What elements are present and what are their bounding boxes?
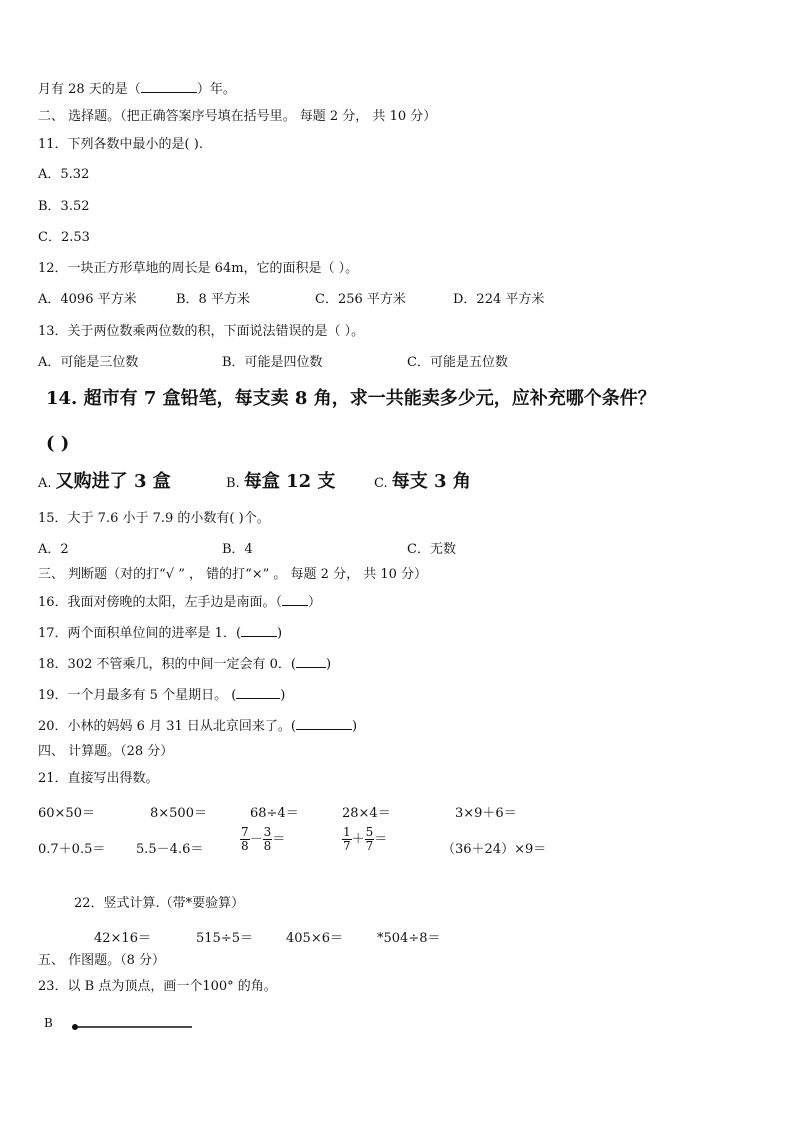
q13-stem: 13．关于两位数乘两位数的积，下面说法错误的是（ ）。	[38, 324, 365, 339]
q15-option-c[interactable]: C．无数	[407, 542, 456, 557]
answer-blank[interactable]	[296, 717, 352, 730]
answer-blank[interactable]	[282, 593, 308, 606]
answer-blank[interactable]	[236, 686, 280, 699]
q15-option-a[interactable]: A．2	[38, 542, 69, 557]
answer-blank[interactable]	[141, 80, 197, 93]
calc-item: 28×4＝	[342, 806, 391, 821]
q21-stem: 21．直接写出得数。	[38, 771, 159, 786]
q15-option-b[interactable]: B．4	[222, 542, 253, 557]
q20: 20．小林的妈妈 6 月 31 日从北京回来了。( )	[38, 719, 358, 734]
q18: 18．302 不管乘几，积的中间一定会有 0．( )	[38, 657, 332, 672]
ray-drawing-area[interactable]	[68, 1018, 198, 1034]
calc-item: （36＋24）×9＝	[442, 842, 547, 857]
q14-answer-paren[interactable]: ( )	[46, 433, 70, 454]
vertical-calc-item: 42×16＝	[94, 931, 151, 946]
fraction: $\frac{1}{7}$	[343, 825, 351, 853]
top-line: 月有 28 天的是（ ）年。	[38, 82, 236, 97]
q14-stem: 14. 超市有 7 盒铅笔，每支卖 8 角，求一共能卖多少元，应补充哪个条件？	[46, 388, 656, 409]
q14-option-b[interactable]: B. 每盒 12 支	[226, 471, 336, 492]
vertical-calc-item: 405×6＝	[286, 931, 343, 946]
calc-item: 3×9＋6＝	[455, 806, 517, 821]
section4-title: 四、 计算题。（28 分）	[38, 744, 174, 759]
calc-item: 60×50＝	[38, 806, 95, 821]
q23-stem: 23．以 B 点为顶点，画一个100° 的角。	[38, 979, 277, 994]
q19: 19．一个月最多有 5 个星期日。 ( )	[38, 688, 286, 703]
calc-item: 68÷4＝	[250, 806, 299, 821]
q14-option-a[interactable]: A. 又购进了 3 盒	[38, 471, 171, 492]
q11-stem: 11．下列各数中最小的是( ).	[38, 137, 203, 152]
answer-blank[interactable]	[241, 624, 277, 637]
q12-option-c[interactable]: C．256 平方米	[315, 292, 406, 307]
q12-option-b[interactable]: B．8 平方米	[176, 292, 250, 307]
q12-option-d[interactable]: D．224 平方米	[453, 292, 545, 307]
answer-blank[interactable]	[296, 655, 326, 668]
section2-title: 二、 选择题。（把正确答案序号填在括号里。 每题 2 分， 共 10 分）	[38, 109, 437, 124]
fraction: $\frac{3}{8}$	[263, 825, 272, 853]
q17: 17．两个面积单位间的进率是 1．( )	[38, 626, 283, 641]
q13-option-a[interactable]: A．可能是三位数	[38, 355, 139, 370]
calc-fraction-expression: $\frac{1}{7}$ ＋ $\frac{5}{7}$ ＝	[343, 825, 388, 853]
calc-item: 0.7＋0.5＝	[38, 842, 106, 857]
vertical-calc-item: 515÷5＝	[196, 931, 253, 946]
q11-option-c[interactable]: C．2.53	[38, 230, 90, 245]
q13-option-c[interactable]: C．可能是五位数	[407, 355, 508, 370]
fraction: $\frac{7}{8}$	[241, 825, 249, 853]
calc-fraction-expression: $\frac{7}{8}$ － $\frac{3}{8}$ ＝	[241, 825, 286, 853]
calc-item: 8×500＝	[150, 806, 207, 821]
q13-option-b[interactable]: B．可能是四位数	[222, 355, 323, 370]
vertical-calc-item: *504÷8＝	[377, 931, 441, 946]
point-b-label: B	[44, 1016, 53, 1030]
q12-option-a[interactable]: A．4096 平方米	[38, 292, 137, 307]
q11-option-b[interactable]: B．3.52	[38, 199, 90, 214]
q22-stem: 22．竖式计算.（带*要验算）	[74, 896, 245, 911]
q16: 16．我面对傍晚的太阳，左手边是南面。（ ）	[38, 595, 322, 610]
q12-stem: 12．一块正方形草地的周长是 64m，它的面积是（ ）。	[38, 261, 359, 276]
fraction: $\frac{5}{7}$	[365, 825, 374, 853]
section3-title: 三、 判断题（对的打“√ ” ， 错的打“×” 。 每题 2 分， 共 10 分）	[38, 567, 428, 582]
q14-option-c[interactable]: C. 每支 3 角	[374, 471, 471, 492]
calc-item: 5.5－4.6＝	[136, 842, 204, 857]
section5-title: 五、 作图题。（8 分）	[38, 953, 166, 968]
q15-stem: 15．大于 7.6 小于 7.9 的小数有( )个。	[38, 511, 270, 526]
q11-option-a[interactable]: A．5.32	[38, 167, 90, 182]
